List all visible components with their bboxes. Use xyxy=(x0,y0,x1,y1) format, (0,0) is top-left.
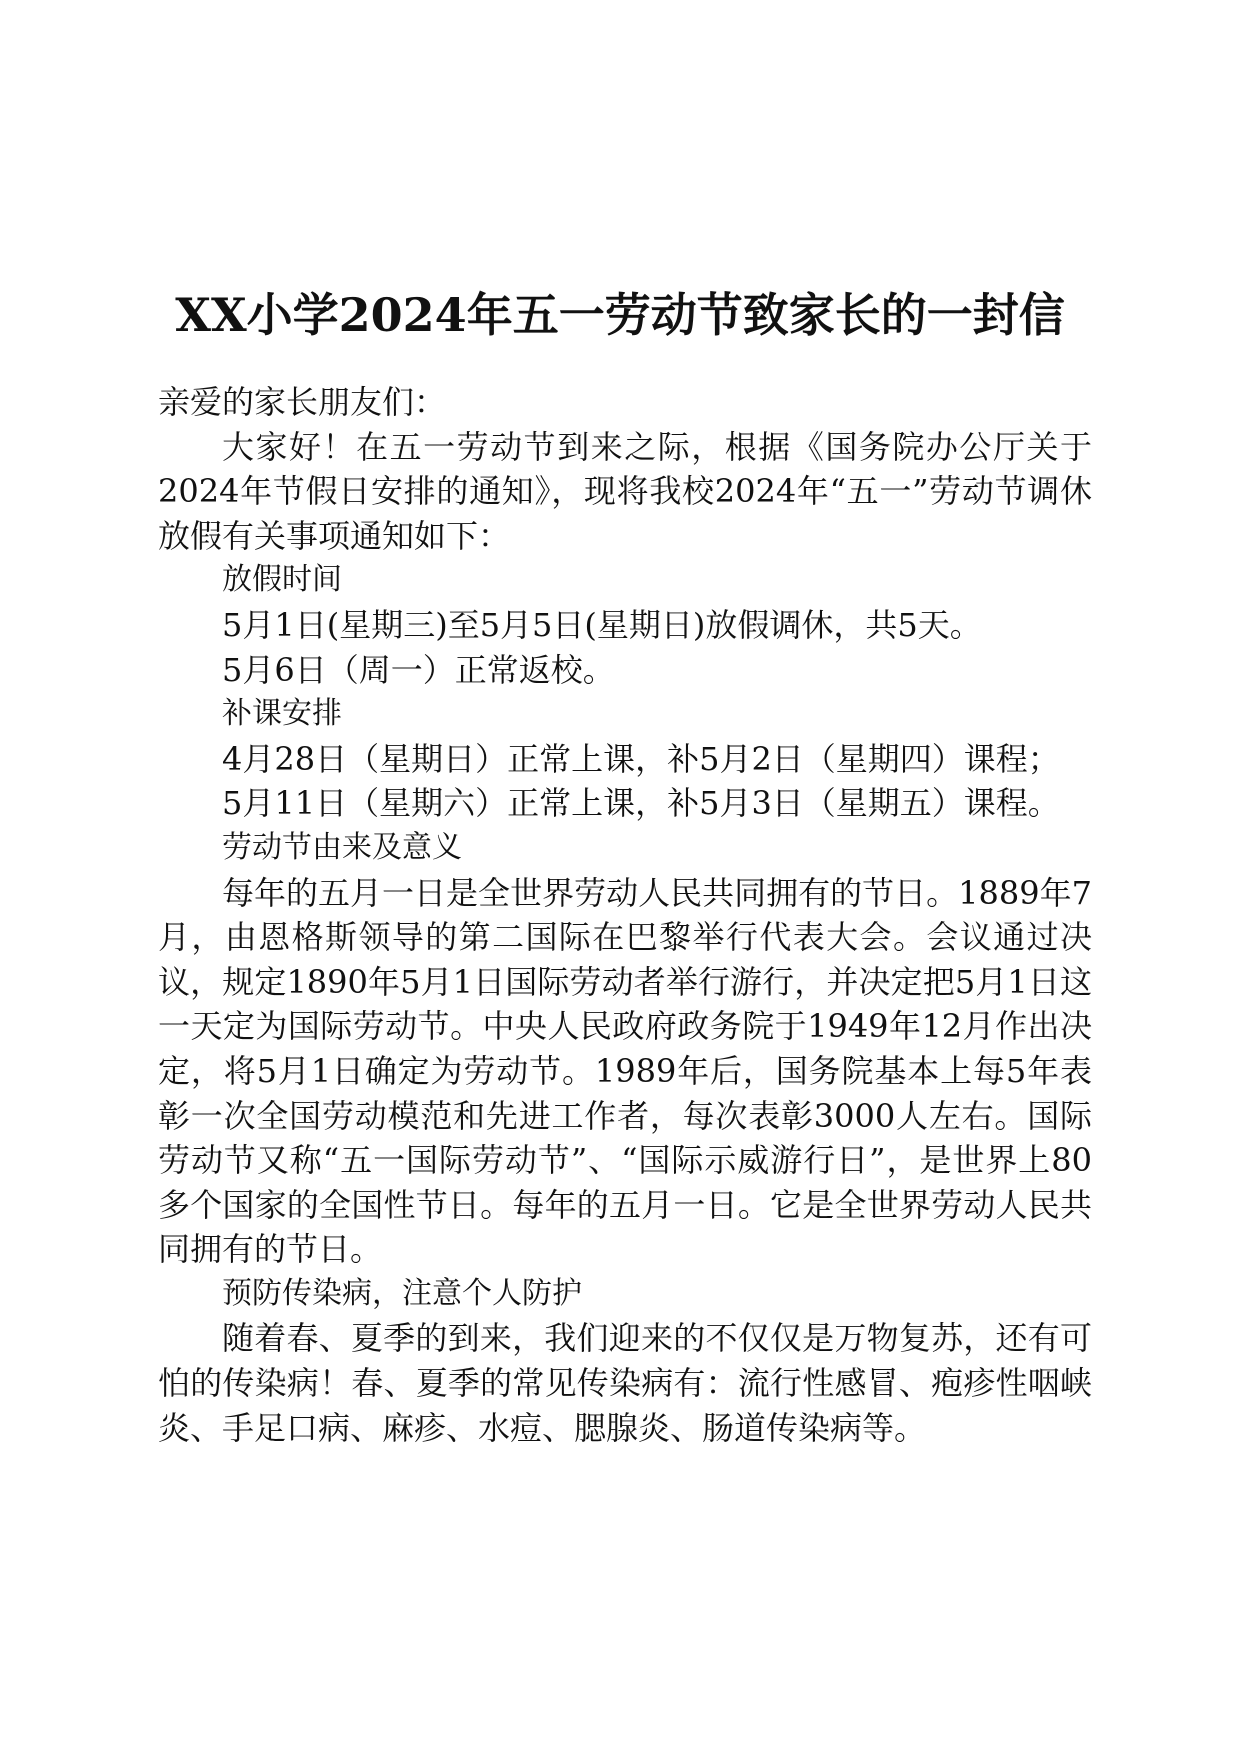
section-heading-makeup-classes: 补课安排 xyxy=(222,696,342,732)
intro-paragraph: 大家好！在五一劳动节到来之际，根据《国务院办公厅关于2024年节假日安排的通知》，现将我校2024年“五一”劳动节调休放假有关事项通知如下： xyxy=(158,427,1092,555)
labor-day-origin-paragraph: 每年的五月一日是全世界劳动人民共同拥有的节日。1889年7月，由恩格斯领导的第二国际在巴黎举行代表大会。会议通过决议，规定1890年5月1日国际劳动者举行游行，并决定把5月1日这一天定为国际劳动节。中央人民政府政务院于1949年12月作出决定，将5月1日确定为劳动节。1989年后，国务院基本上每5年表彰一次全国劳动模范和先进工作者，每次表彰3000人左右。国际劳动节又称“五一国际劳动节”、“国际示威游行日”，是世界上80多个国家的全国性节日。每年的五月一日。它是全世界劳动人民共同拥有的节日。 xyxy=(158,873,1092,1269)
letter-body xyxy=(158,380,1092,1450)
holiday-time-paragraph-2: 5月6日（周一）正常返校。 xyxy=(222,650,615,689)
section-heading-disease-prevention: 预防传染病，注意个人防护 xyxy=(222,1275,582,1311)
makeup-classes-paragraph-1: 4月28日（星期日）正常上课，补5月2日（星期四）课程； xyxy=(222,739,1060,778)
holiday-time-paragraph-1: 5月1日(星期三)至5月5日(星期日)放假调休，共5天。 xyxy=(222,605,982,644)
document-title: XX小学2024年五一劳动节致家长的一封信 xyxy=(175,287,1065,342)
disease-prevention-paragraph: 随着春、夏季的到来，我们迎来的不仅仅是万物复苏，还有可怕的传染病！春、夏季的常见传染病有：流行性感冒、疱疹性咽峡炎、手足口病、麻疹、水痘、腮腺炎、肠道传染病等。 xyxy=(158,1319,1092,1447)
section-heading-labor-day-origin: 劳动节由来及意义 xyxy=(222,829,462,865)
section-heading-holiday-time: 放假时间 xyxy=(222,562,342,598)
salutation: 亲爱的家长朋友们： xyxy=(158,383,447,421)
makeup-classes-paragraph-2: 5月11日（星期六）正常上课，补5月3日（星期五）课程。 xyxy=(222,784,1060,823)
